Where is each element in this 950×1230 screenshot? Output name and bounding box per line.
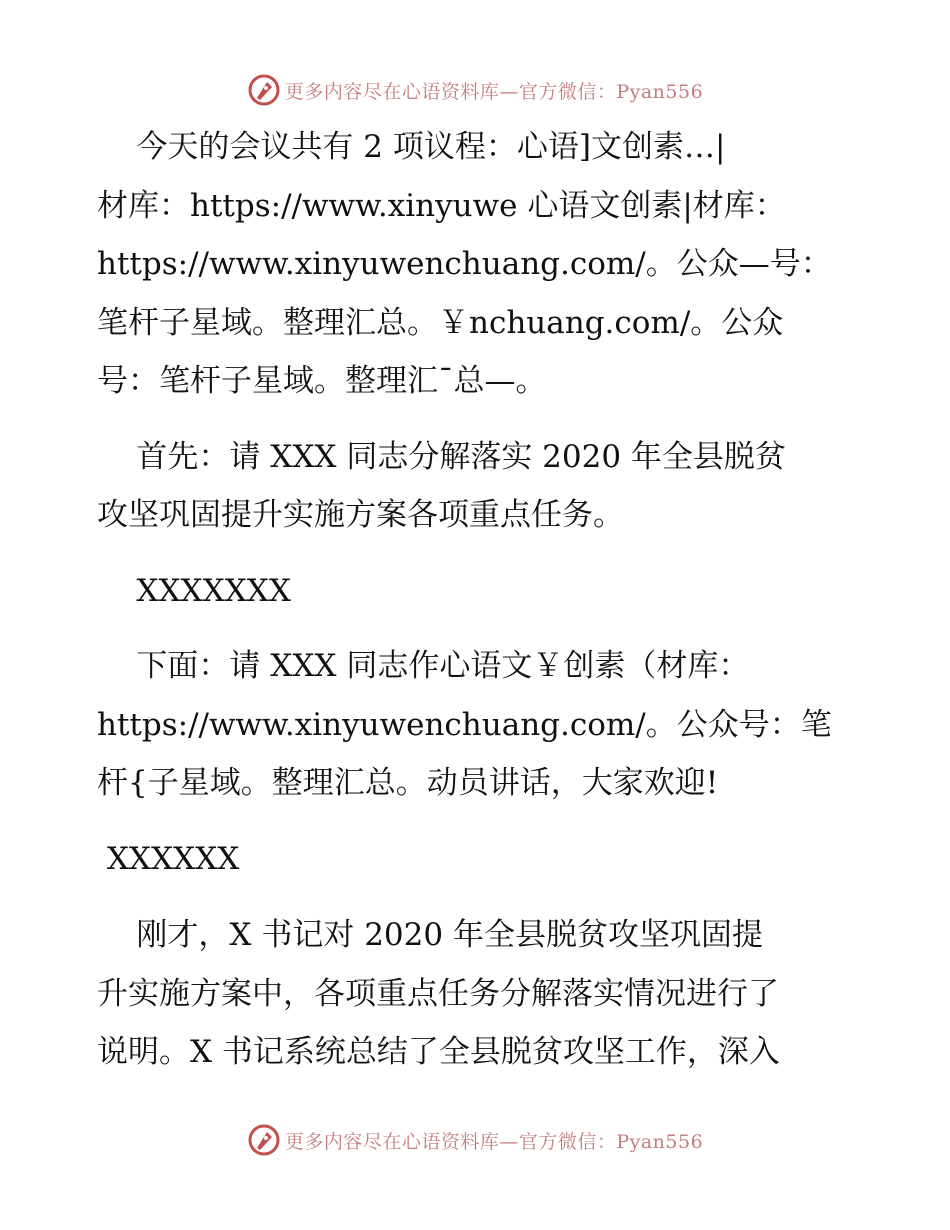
text-line: 攻坚巩固提升实施方案各项重点任务。 <box>97 497 624 533</box>
text-line: 首先：请 XXX 同志分解落实 2020 年全县脱贫 <box>97 438 786 475</box>
document-body <box>97 118 857 1082</box>
text-line: 笔杆子星域。整理汇总。￥nchuang.com/。公众 <box>97 304 784 341</box>
header-banner <box>0 70 950 110</box>
text-line: 今天的会议共有 2 项议程：心语]文创素…| <box>97 129 726 165</box>
paragraph-agenda <box>97 118 857 411</box>
text-line: 下面：请 XXX 同志作心语文￥创素（材库： <box>97 648 750 684</box>
text-line: 材库：https://www.xinyuwe 心语文创素|材库： <box>97 187 786 224</box>
footer-banner <box>0 1120 950 1160</box>
footer-watermark-text: 更多内容尽在心语资料库—官方微信：Pyan556 <box>284 1130 704 1153</box>
text-line: 刚才，X 书记对 2020 年全县脱贫攻坚巩固提 <box>97 917 763 953</box>
paragraph-summary <box>97 906 857 1082</box>
pen-nib-logo-icon <box>247 73 281 107</box>
pen-nib-logo-icon <box>247 1123 281 1157</box>
text-line: 说明。X 书记系统总结了全县脱贫攻坚工作，深入 <box>97 1034 780 1070</box>
header-watermark-text: 更多内容尽在心语资料库—官方微信：Pyan556 <box>284 80 704 103</box>
placeholder-name-line: XXXXXX <box>97 840 240 877</box>
text-line: 升实施方案中，各项重点任务分解落实情况进行了 <box>97 975 779 1012</box>
placeholder-name-line: XXXXXXX <box>97 572 291 609</box>
text-line: 杆{子星域。整理汇总。动员讲话，大家欢迎! <box>97 765 719 801</box>
paragraph-second-item <box>97 637 857 813</box>
paragraph-first-item <box>97 428 857 545</box>
text-line: https://www.xinyuwenchuang.com/。公众号：笔 <box>97 706 832 743</box>
text-line: https://www.xinyuwenchuang.com/。公众—号： <box>97 246 832 282</box>
text-line: 号：笔杆子星域。整理汇¯总—。 <box>97 363 547 399</box>
